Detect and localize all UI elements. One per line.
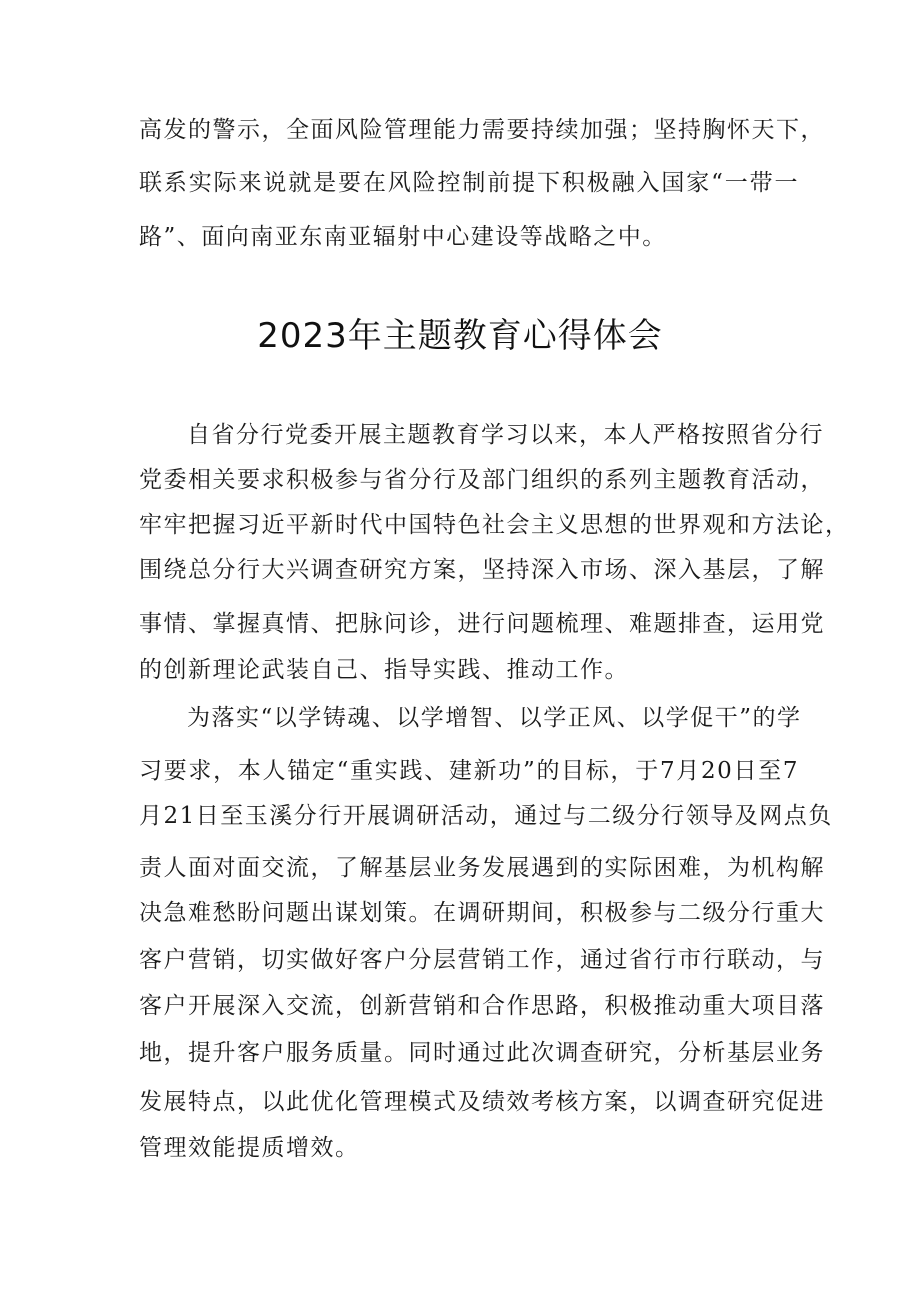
paragraph-2-line: 客户开展深入交流，创新营销和合作思路，积极推动重大项目落 [139,993,825,1019]
paragraph-1-line: 围绕总分行大兴调查研究方案，坚持深入市场、深入基层，了解 [139,557,825,583]
paragraph-1-line: 牢牢把握习近平新时代中国特色社会主义思想的世界观和方法论， [139,512,850,538]
paragraph-2-line: 发展特点，以此优化管理模式及绩效考核方案，以调查研究促进 [139,1089,825,1115]
paragraph-1-line: 的创新理论武装自己、指导实践、推动工作。 [139,657,629,683]
intro-line: 高发的警示，全面风险管理能力需要持续加强；坚持胸怀天下， [139,117,825,143]
intro-line: 联系实际来说就是要在风险控制前提下积极融入国家“一带一 [139,170,799,196]
paragraph-2-line: 习要求，本人锚定“重实践、建新功”的目标，于7月20日至7 [139,758,799,784]
paragraph-2-line: 为落实“以学铸魂、以学增智、以学正风、以学促干”的学 [187,705,802,731]
paragraph-2-line: 管理效能提质增效。 [139,1135,360,1161]
paragraph-2-line: 地，提升客户服务质量。同时通过此次调查研究，分析基层业务 [139,1040,825,1066]
paragraph-1-line: 自省分行党委开展主题教育学习以来，本人严格按照省分行 [187,422,824,448]
paragraph-1-line: 党委相关要求积极参与省分行及部门组织的系列主题教育活动， [139,467,825,493]
paragraph-2-line: 客户营销，切实做好客户分层营销工作，通过省行市行联动，与 [139,947,825,973]
paragraph-2-line: 责人面对面交流，了解基层业务发展遇到的实际困难，为机构解 [139,855,825,881]
paragraph-1-line: 事情、掌握真情、把脉问诊，进行问题梳理、难题排查，运用党 [139,611,825,637]
paragraph-2-line: 决急难愁盼问题出谋划策。在调研期间，积极参与二级分行重大 [139,900,825,926]
document-title: 2023年主题教育心得体会 [257,316,663,356]
intro-line: 路”、面向南亚东南亚辐射中心建设等战略之中。 [139,224,667,250]
paragraph-2-line: 月21日至玉溪分行开展调研活动，通过与二级分行领导及网点负 [139,803,833,829]
